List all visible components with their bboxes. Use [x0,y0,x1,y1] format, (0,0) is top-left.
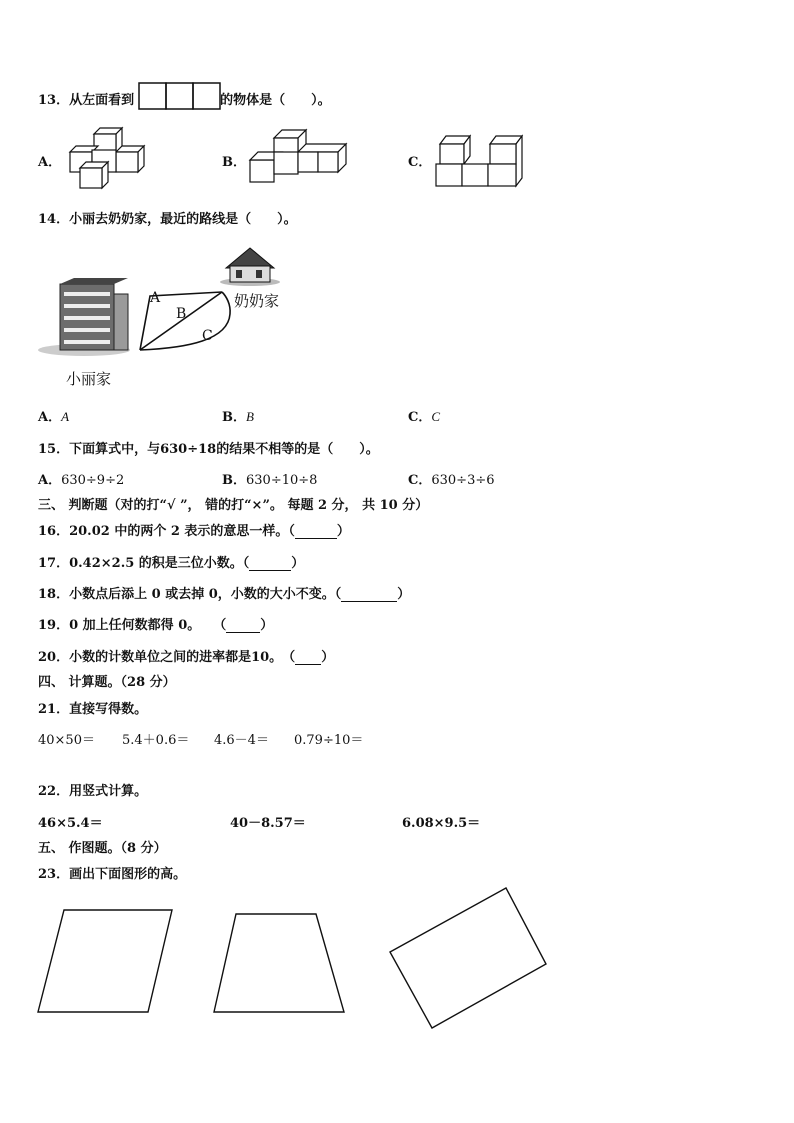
q14-option-b-value: B [246,409,254,424]
q19-answer-blank[interactable] [226,620,260,633]
house-icon [220,248,280,286]
q23-parallelogram [36,908,176,1014]
q18-text: 18．小数点后添上 0 或去掉 0，小数的大小不变。（ [38,587,342,602]
q17-close: ） [291,556,305,571]
q21-item-2: 5.4＋0.6＝ [122,733,190,748]
section-3-heading: 三、 判断题（对的打“√ ”， 错的打“×”。 每题 2 分， 共 10 分） [38,498,429,513]
q16-answer-blank[interactable] [295,526,337,539]
q14-option-a [38,406,69,425]
route-c-label: C [202,328,213,344]
q23-rotated-rectangle [388,886,550,1032]
q13-option-c-cubes [434,134,526,188]
q15-option-c-value: 630÷3÷6 [431,473,495,488]
q15-option-c [408,469,495,488]
q19 [38,614,273,633]
q22-item-3: 6.08×9.5＝ [402,816,481,831]
q20-text: 20．小数的计数单位之间的进率都是10。 （ [38,650,296,665]
q15-option-b [222,469,317,488]
q23-trapezoid [212,912,348,1014]
section-5-heading: 五、 作图题。（8 分） [38,841,167,856]
q14-map-figure [38,244,298,394]
route-b-label: B [176,306,187,322]
q14-option-a-value: A [61,409,70,424]
q14-option-c-value: C [431,409,441,424]
q19-close: ） [260,618,274,633]
q18-answer-blank[interactable] [341,589,397,602]
route-a-label: A [150,290,161,306]
q15-text: 15．下面算式中，与630÷18的结果不相等的是（ ）。 [38,442,379,457]
q13-option-c-label: C． [408,155,432,170]
q15-option-a-value: 630÷9÷2 [61,473,125,488]
q13-option-b-cubes [248,130,348,186]
q13-suffix: 的物体是（ ）。 [220,93,331,108]
q21-item-4: 0.79÷10＝ [294,733,364,748]
q16-close: ） [336,524,350,539]
q17-answer-blank[interactable] [249,558,291,571]
q17-text: 17．0.42×2.5 的积是三位小数。（ [38,556,250,571]
section-4-heading: 四、 计算题。（28 分） [38,675,176,690]
q20-answer-blank[interactable] [295,652,321,665]
q21-item-3: 4.6－4＝ [214,733,269,748]
q16 [38,520,350,539]
q15-option-b-value: 630÷10÷8 [246,473,318,488]
q22-text: 22．用竖式计算。 [38,784,148,799]
q13-left-view-figure [138,82,222,110]
q17 [38,552,304,571]
q14-text: 14．小丽去奶奶家，最近的路线是（ ）。 [38,212,297,227]
q18-close: ） [397,587,411,602]
xiaoli-home-label: 小丽家 [66,370,112,388]
q15-option-b-label: B． [222,473,246,488]
q14-option-c-label: C． [408,410,432,425]
apartment-building-icon [38,278,130,356]
q19-text: 19．0 加上任何数都得 0。 （ [38,618,227,633]
q20 [38,646,334,665]
q21-item-1: 40×50＝ [38,733,95,748]
q22-item-2: 40－8.57＝ [230,816,306,831]
q18 [38,583,410,602]
q20-close: ） [321,650,335,665]
q21-text: 21．直接写得数。 [38,702,148,717]
q14-option-a-label: A． [38,410,62,425]
q15-option-a-label: A． [38,473,62,488]
q16-text: 16．20.02 中的两个 2 表示的意思一样。（ [38,524,295,539]
q13-option-a-label: A． [38,155,62,170]
grandma-home-label: 奶奶家 [234,292,280,310]
q13-prefix: 13．从左面看到 [38,93,135,108]
q14-option-b-label: B． [222,410,246,425]
q22-item-1: 46×5.4＝ [38,816,103,831]
q13-option-a-cubes [64,126,146,190]
q14-option-c [408,406,440,425]
q23-text: 23．画出下面图形的高。 [38,867,187,882]
q13-option-b-label: B． [222,155,246,170]
q15-option-a [38,469,124,488]
q14-option-b [222,406,254,425]
q15-option-c-label: C． [408,473,432,488]
